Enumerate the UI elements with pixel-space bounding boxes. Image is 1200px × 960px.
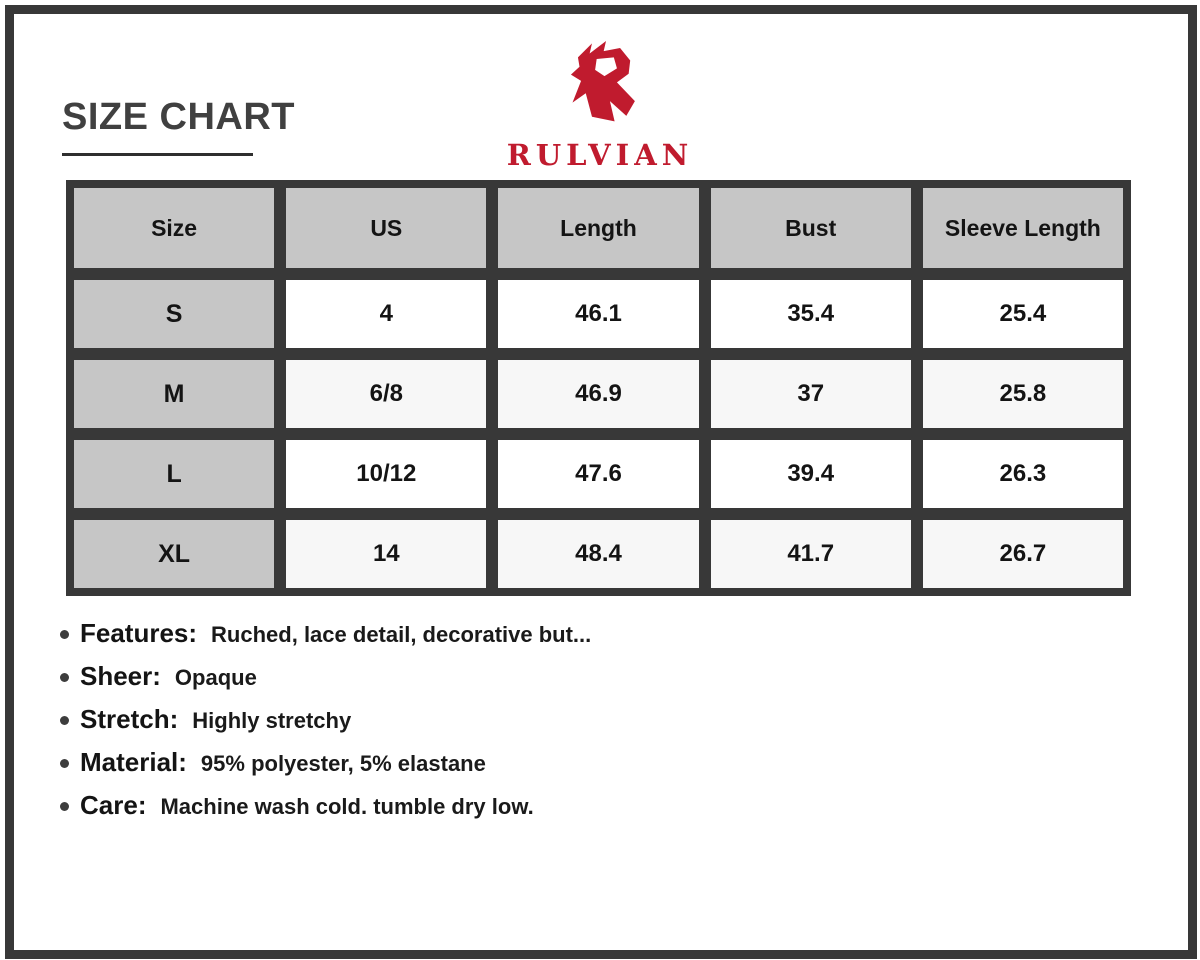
row-m-length: 46.9 bbox=[498, 360, 698, 428]
title-block bbox=[62, 96, 295, 156]
column-header-bust: Bust bbox=[711, 188, 911, 268]
row-s-bust: 35.4 bbox=[711, 280, 911, 348]
row-xl-us: 14 bbox=[286, 520, 486, 588]
bullet-icon bbox=[60, 630, 69, 639]
brand-logo bbox=[507, 38, 693, 172]
detail-label: Care: bbox=[80, 790, 147, 820]
size-chart-table bbox=[66, 180, 1131, 596]
detail-features bbox=[60, 618, 1120, 650]
detail-label: Stretch: bbox=[80, 704, 179, 734]
product-details-list bbox=[60, 618, 1120, 833]
title-underline bbox=[62, 153, 253, 156]
row-m-sleeve-length: 25.8 bbox=[923, 360, 1123, 428]
detail-material bbox=[60, 747, 1120, 779]
column-header-size: Size bbox=[74, 188, 274, 268]
row-l-us: 10/12 bbox=[286, 440, 486, 508]
row-l-bust: 39.4 bbox=[711, 440, 911, 508]
column-header-length: Length bbox=[498, 188, 698, 268]
detail-value: 95% polyester, 5% elastane bbox=[200, 751, 486, 776]
row-xl-sleeve-length: 26.7 bbox=[923, 520, 1123, 588]
row-l-size-label: L bbox=[74, 440, 274, 508]
detail-label: Features: bbox=[80, 618, 198, 648]
detail-label: Material: bbox=[80, 747, 187, 777]
detail-sheer bbox=[60, 661, 1120, 693]
brand-r-logo-icon bbox=[561, 38, 639, 133]
row-xl-bust: 41.7 bbox=[711, 520, 911, 588]
row-m-us: 6/8 bbox=[286, 360, 486, 428]
row-s-size-label: S bbox=[74, 280, 274, 348]
row-xl-size-label: XL bbox=[74, 520, 274, 588]
detail-value: Opaque bbox=[174, 665, 257, 690]
detail-care bbox=[60, 790, 1120, 822]
detail-value: Ruched, lace detail, decorative but... bbox=[211, 622, 592, 647]
row-m-bust: 37 bbox=[711, 360, 911, 428]
detail-stretch bbox=[60, 704, 1120, 736]
row-m-size-label: M bbox=[74, 360, 274, 428]
bullet-icon bbox=[60, 673, 69, 682]
bullet-icon bbox=[60, 759, 69, 768]
detail-label: Sheer: bbox=[80, 661, 161, 691]
brand-name: RULVIAN bbox=[506, 138, 694, 172]
row-l-sleeve-length: 26.3 bbox=[923, 440, 1123, 508]
bullet-icon bbox=[60, 802, 69, 811]
bullet-icon bbox=[60, 716, 69, 725]
row-l-length: 47.6 bbox=[498, 440, 698, 508]
column-header-us: US bbox=[286, 188, 486, 268]
detail-value: Machine wash cold. tumble dry low. bbox=[160, 794, 534, 819]
row-s-length: 46.1 bbox=[498, 280, 698, 348]
column-header-sleeve-length: Sleeve Length bbox=[923, 188, 1123, 268]
row-s-us: 4 bbox=[286, 280, 486, 348]
detail-value: Highly stretchy bbox=[192, 708, 352, 733]
row-xl-length: 48.4 bbox=[498, 520, 698, 588]
page-title: SIZE CHART bbox=[62, 96, 295, 138]
row-s-sleeve-length: 25.4 bbox=[923, 280, 1123, 348]
